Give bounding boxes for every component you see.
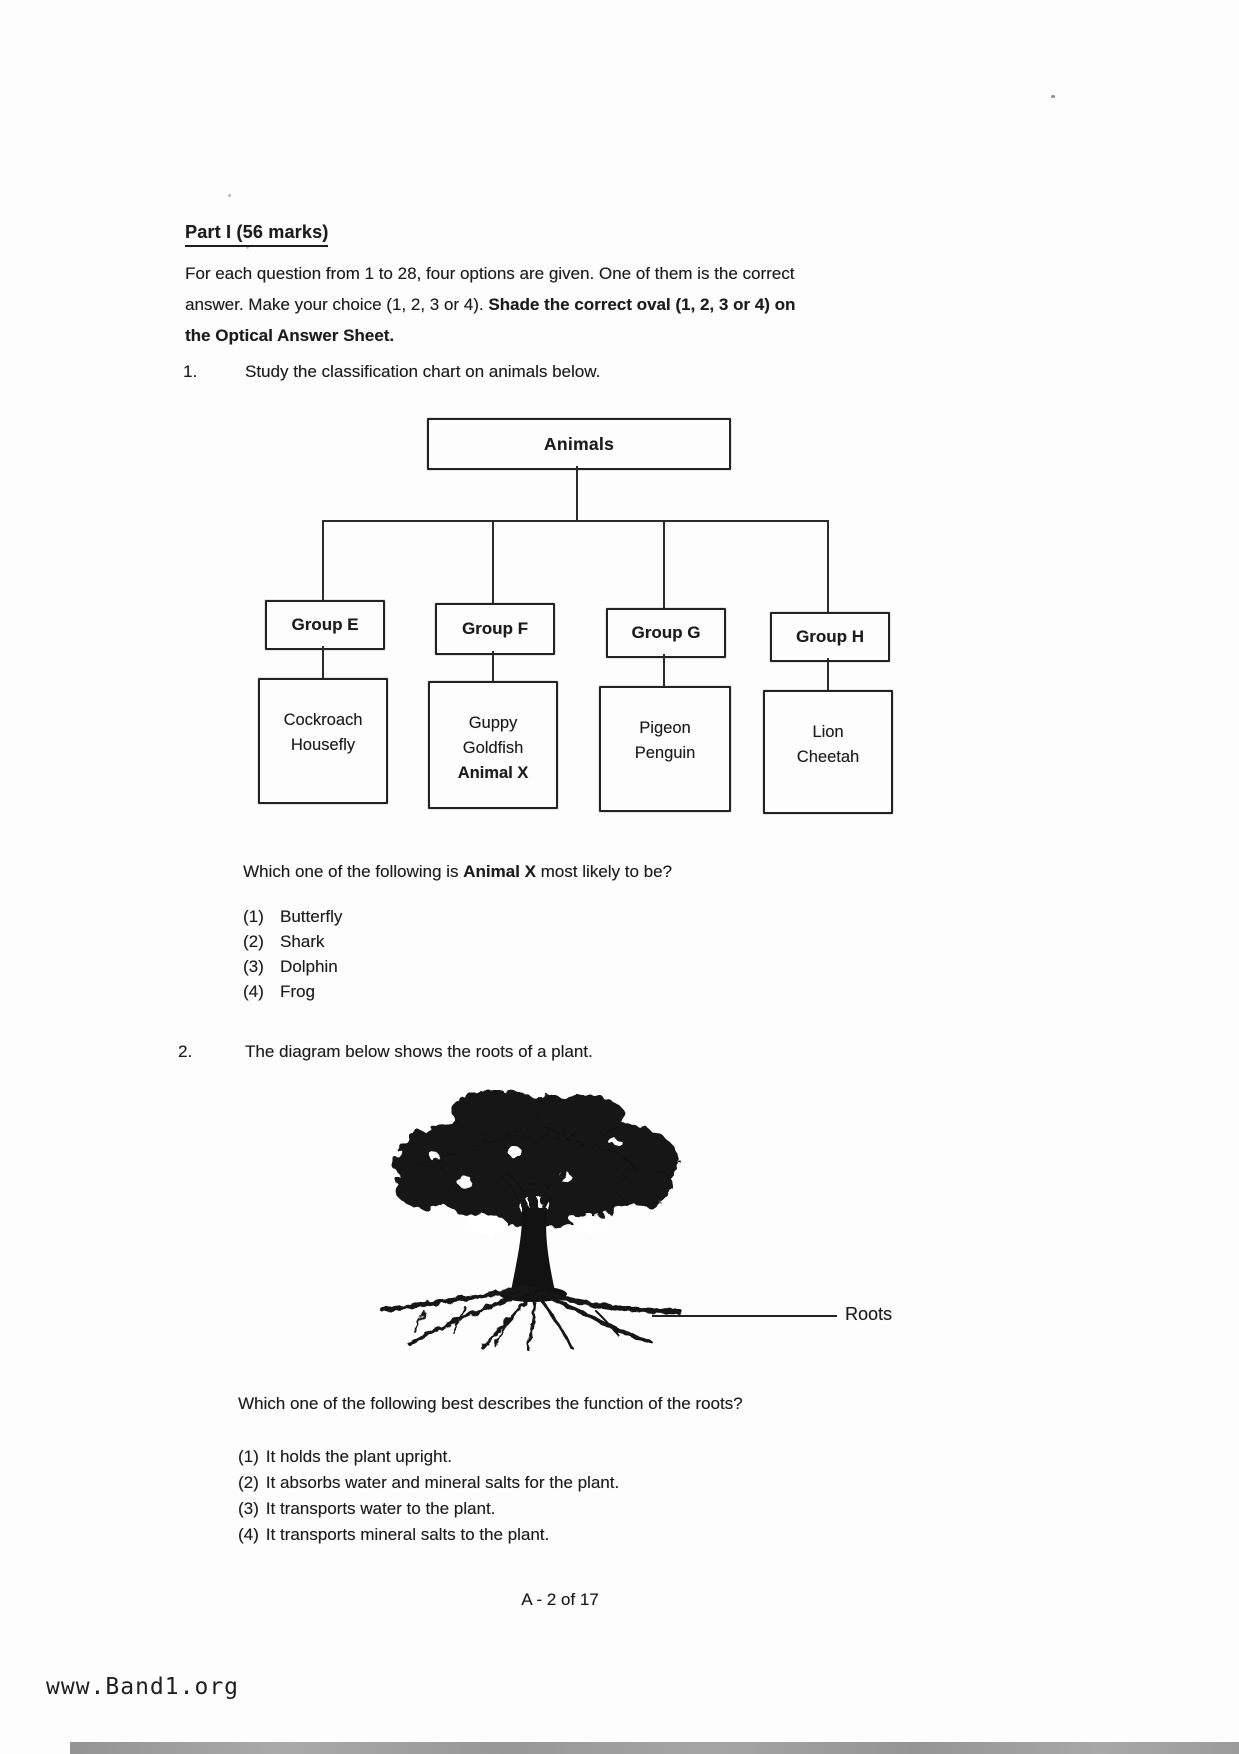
chart-connector-drop-e (322, 520, 324, 600)
q1-option-2-text: Shark (280, 932, 325, 951)
q2-option-2 (238, 1470, 619, 1496)
member-lion: Lion (812, 723, 844, 741)
chart-group-g-members-box (599, 686, 731, 812)
chart-group-f-box (435, 603, 555, 655)
chart-connector-h (827, 658, 829, 690)
instructions-line3 (185, 320, 955, 351)
instructions-line3-bold: the Optical Answer Sheet. (185, 326, 395, 345)
q1-option-4 (243, 979, 342, 1004)
chart-connector-e (322, 646, 324, 678)
chart-group-f-members-box (428, 681, 558, 809)
q1-prompt: Study the classification chart on animals below. (245, 362, 601, 381)
q2-option-4-text: It transports mineral salts to the plant. (265, 1525, 550, 1544)
bottom-scan-bar (70, 1742, 1239, 1754)
instructions (185, 258, 955, 351)
chart-group-h-label: Group H (796, 627, 864, 646)
member-penguin: Penguin (634, 744, 696, 762)
q1-number: 1. (183, 362, 198, 381)
chart-connector-g (663, 654, 665, 686)
q2-option-3-text: It transports water to the plant. (265, 1499, 496, 1518)
chart-animals-label: Animals (543, 433, 615, 454)
q2-option-4 (238, 1522, 619, 1548)
q2-option-3-number: (3) (238, 1499, 259, 1518)
chart-group-g-box (606, 608, 726, 658)
part-heading: Part I (56 marks) (185, 222, 328, 247)
member-housefly: Housefly (290, 736, 356, 754)
q1-option-4-text: Frog (280, 982, 315, 1001)
q1-option-4-number: (4) (243, 982, 264, 1001)
q1-option-2 (243, 929, 342, 954)
member-animal-x: Animal X (457, 764, 529, 782)
q2-option-1 (238, 1444, 619, 1470)
q1-option-3-number: (3) (243, 957, 264, 976)
scan-speck (228, 194, 231, 197)
page-number: A - 2 of 17 (521, 1590, 599, 1609)
q2-number: 2. (178, 1042, 193, 1061)
chart-connector-bus (322, 520, 829, 522)
chart-animals-box (427, 418, 731, 470)
watermark: www.Band1.org (46, 1674, 240, 1700)
instructions-line2 (185, 289, 955, 320)
instructions-line2-bold: Shade the correct oval (1, 2, 3 or 4) on (488, 295, 796, 314)
q2-option-1-text: It holds the plant upright. (265, 1447, 452, 1466)
chart-connector-drop-g (663, 520, 665, 608)
q1-option-3 (243, 954, 342, 979)
q2-option-3 (238, 1496, 619, 1522)
tree-roots (383, 1287, 680, 1349)
q1-stem-suffix: most likely to be? (535, 862, 672, 881)
q1-stem (243, 862, 672, 882)
roots-pointer-line (652, 1315, 837, 1317)
member-goldfish: Goldfish (462, 739, 524, 757)
q2-stem: Which one of the following best describes the function of the roots? (238, 1394, 743, 1413)
q1-option-2-number: (2) (243, 932, 264, 951)
chart-group-e-box (265, 600, 385, 650)
chart-group-h-members-box (763, 690, 893, 814)
member-guppy: Guppy (468, 714, 518, 732)
chart-group-g-label: Group G (631, 623, 701, 642)
q2-options (238, 1444, 619, 1548)
chart-connector-f (492, 651, 494, 681)
q1-options (243, 904, 342, 1004)
q1-stem-bold: Animal X (463, 862, 536, 881)
q2-option-2-text: It absorbs water and mineral salts for the plant. (265, 1473, 620, 1492)
chart-connector-stem (576, 466, 578, 520)
chart-connector-drop-h (827, 520, 829, 612)
q2-prompt: The diagram below shows the roots of a plant. (245, 1042, 593, 1061)
roots-label: Roots (845, 1304, 893, 1324)
scan-speck (1051, 95, 1055, 98)
chart-group-e-members-box (258, 678, 388, 804)
q2-option-1-number: (1) (238, 1447, 259, 1466)
member-cheetah: Cheetah (796, 748, 860, 766)
chart-connector-drop-f (492, 520, 494, 603)
chart-group-h-box (770, 612, 890, 662)
q1-stem-prefix: Which one of the following is (243, 862, 464, 881)
chart-group-e-label: Group E (291, 615, 359, 634)
instructions-line1-text: For each question from 1 to 28, four options are given. One of them is the correct (185, 264, 795, 283)
q2-option-4-number: (4) (238, 1525, 259, 1544)
instructions-line2-normal: answer. Make your choice (1, 2, 3 or 4). (185, 295, 489, 314)
member-pigeon: Pigeon (639, 719, 691, 737)
q2-option-2-number: (2) (238, 1473, 259, 1492)
q1-option-3-text: Dolphin (280, 957, 338, 976)
chart-group-f-label: Group F (461, 619, 529, 638)
tree-figure (365, 1082, 705, 1362)
q1-option-1 (243, 904, 342, 929)
instructions-line1 (185, 258, 955, 289)
q1-option-1-text: Butterfly (280, 907, 343, 926)
q1-option-1-number: (1) (243, 907, 264, 926)
member-cockroach: Cockroach (283, 711, 363, 729)
